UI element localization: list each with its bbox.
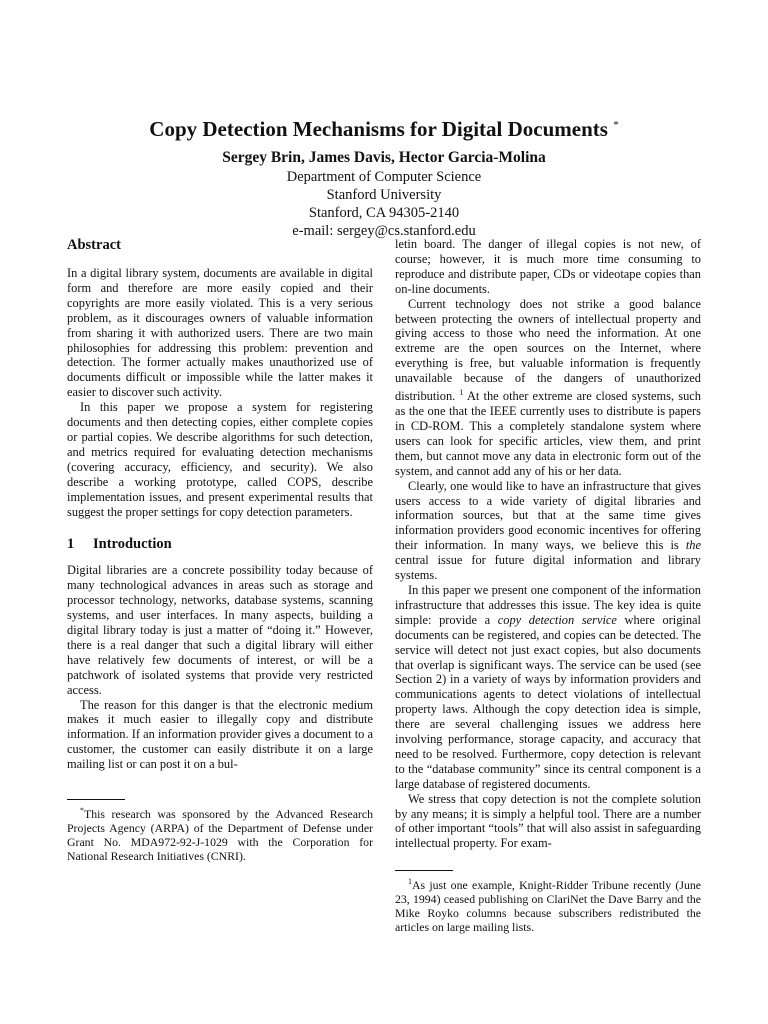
footnote-rule [395, 870, 453, 871]
footnote-left [67, 799, 373, 863]
abstract-heading: Abstract [67, 237, 121, 253]
affiliation-dept: Department of Computer Science [286, 169, 482, 185]
affiliation-address: Stanford, CA 94305-2140 [308, 205, 460, 221]
authors: Sergey Brin, James Davis, Hector Garcia-Molina [222, 149, 546, 166]
right-paragraph-4: In this paper we present one component of the information infrastructure that addresses this issue. The key idea is quite simple: provide a copy detection service where original documents can be registered, and copies can be detected. The service will detect not just exact copies, but also documents that overlap is significant ways. The service can be used (see Section 2) in a variety of ways by information providers and communications agents to detect violations of intellectual property laws. Although the copy detection idea is simple, there are several challenging issues we address here involving performance, storage capacity, and accuracy that need to be resolved. Furthermore, copy detection is relevant to the “database community” since its central component is a large database of registered documents. [395, 582, 701, 791]
footnote-text: As just one example, Knight-Ridder Tribune recently (June 23, 1994) ceased publishing on ClariNet the Dave Barry and the Mike Royko columns because subscribers redistributed the articles on large mailing lists. [395, 877, 701, 934]
abstract-paragraph-1: In a digital library system, documents are available in digital form and therefore are more easily copied and their copyrights are more easily violated. This is a very serious problem, as it discourages owners of valuable information from sharing it with authorized users. There are two main philosophies for addressing this problem: prevention and detection. The former actually makes unauthorized use of documents difficult or impossible while the latter makes it easier to discover such activity. [67, 266, 373, 400]
footnote-example [395, 875, 701, 934]
introduction-heading [67, 535, 373, 553]
paper-title: Copy Detection Mechanisms for Digital Documents * [149, 117, 619, 141]
footnote-rule [67, 799, 125, 800]
footnote-ref: 1 [459, 388, 464, 398]
right-paragraph-2: Current technology does not strike a good balance between protecting the owners of intellectual property and giving access to those who need the information. At one extreme are the open sources on the Internet, where everything is free, but valuable information is frequently unavailable because of the dangers of unauthorized distribution. $^1$ At the other extreme are closed systems, such as the one that the IEEE currently uses to distribute is papers in CD-ROM. This a completely standalone system where users can look for specific articles, view them, and print them, but cannot move any data in electronic form out of the system, and cannot add any of his or her data. [395, 296, 702, 478]
intro-paragraph-1: Digital libraries are a concrete possibility today because of many technological advances in areas such as storage and processor technology, networks, database systems, scanning systems, and user interfaces. In many aspects, building a digital library today is just a matter of “doing it.” However, there is a real danger that such a digital library will either have relatively few documents of interest, or will be a patchwork of isolated systems that provide very restricted access. [67, 563, 373, 697]
section-title: Introduction [93, 536, 172, 553]
section-number: 1 [67, 536, 75, 553]
right-paragraph-5: We stress that copy detection is not the complete solution by any means; it is simply a helpful tool. There are a number of other important “tools” that will also assist in safeguarding intellectual property. For exam- [395, 791, 701, 851]
footnote-text: This research was sponsored by the Advanced Research Projects Agency (ARPA) of the Department of Defense under Grant No. MDA972-92-J-1029 with the Corporation for National Research Initiatives (CNRI). [67, 806, 373, 863]
affiliation-university: Stanford University [326, 187, 442, 203]
right-paragraph-1: letin board. The danger of illegal copies is not new, of course; however, it is much more time consuming to reproduce and distribute paper, CDs or videotape copies than on-line documents. [395, 237, 701, 296]
left-column [67, 236, 373, 772]
footnote-mark: 1 [408, 877, 412, 886]
abstract-paragraph-2: In this paper we propose a system for registering documents and then detecting copies, either complete copies or partial copies. We describe algorithms for such detection, and metrics required for evaluating detection mechanisms (covering accuracy, efficiency, and security). We also describe a working prototype, called COPS, describe implementation issues, and present experimental results that suggest the proper settings for copy detection parameters. [67, 400, 373, 519]
right-column [395, 237, 701, 851]
footnote-sponsor [67, 804, 373, 863]
title-footnote-mark: * [613, 119, 619, 131]
author-email: e-mail: sergey@cs.stanford.edu [292, 223, 476, 239]
right-paragraph-3: Clearly, one would like to have an infrastructure that gives users access to a wide variety of digital libraries and information sources, but that at the same time gives information providers good economic incentives for offering their information. In many ways, we believe this is the central issue for future digital information and library systems. [395, 478, 701, 583]
footnote-right [395, 870, 701, 934]
footnote-mark: * [80, 806, 84, 815]
title-block [0, 112, 768, 240]
intro-paragraph-2: The reason for this danger is that the electronic medium makes it much easier to illegally copy and distribute information. If an information provider gives a document to a customer, the customer can easily distribute it on a large mailing list or can post it on a bul- [67, 697, 373, 772]
